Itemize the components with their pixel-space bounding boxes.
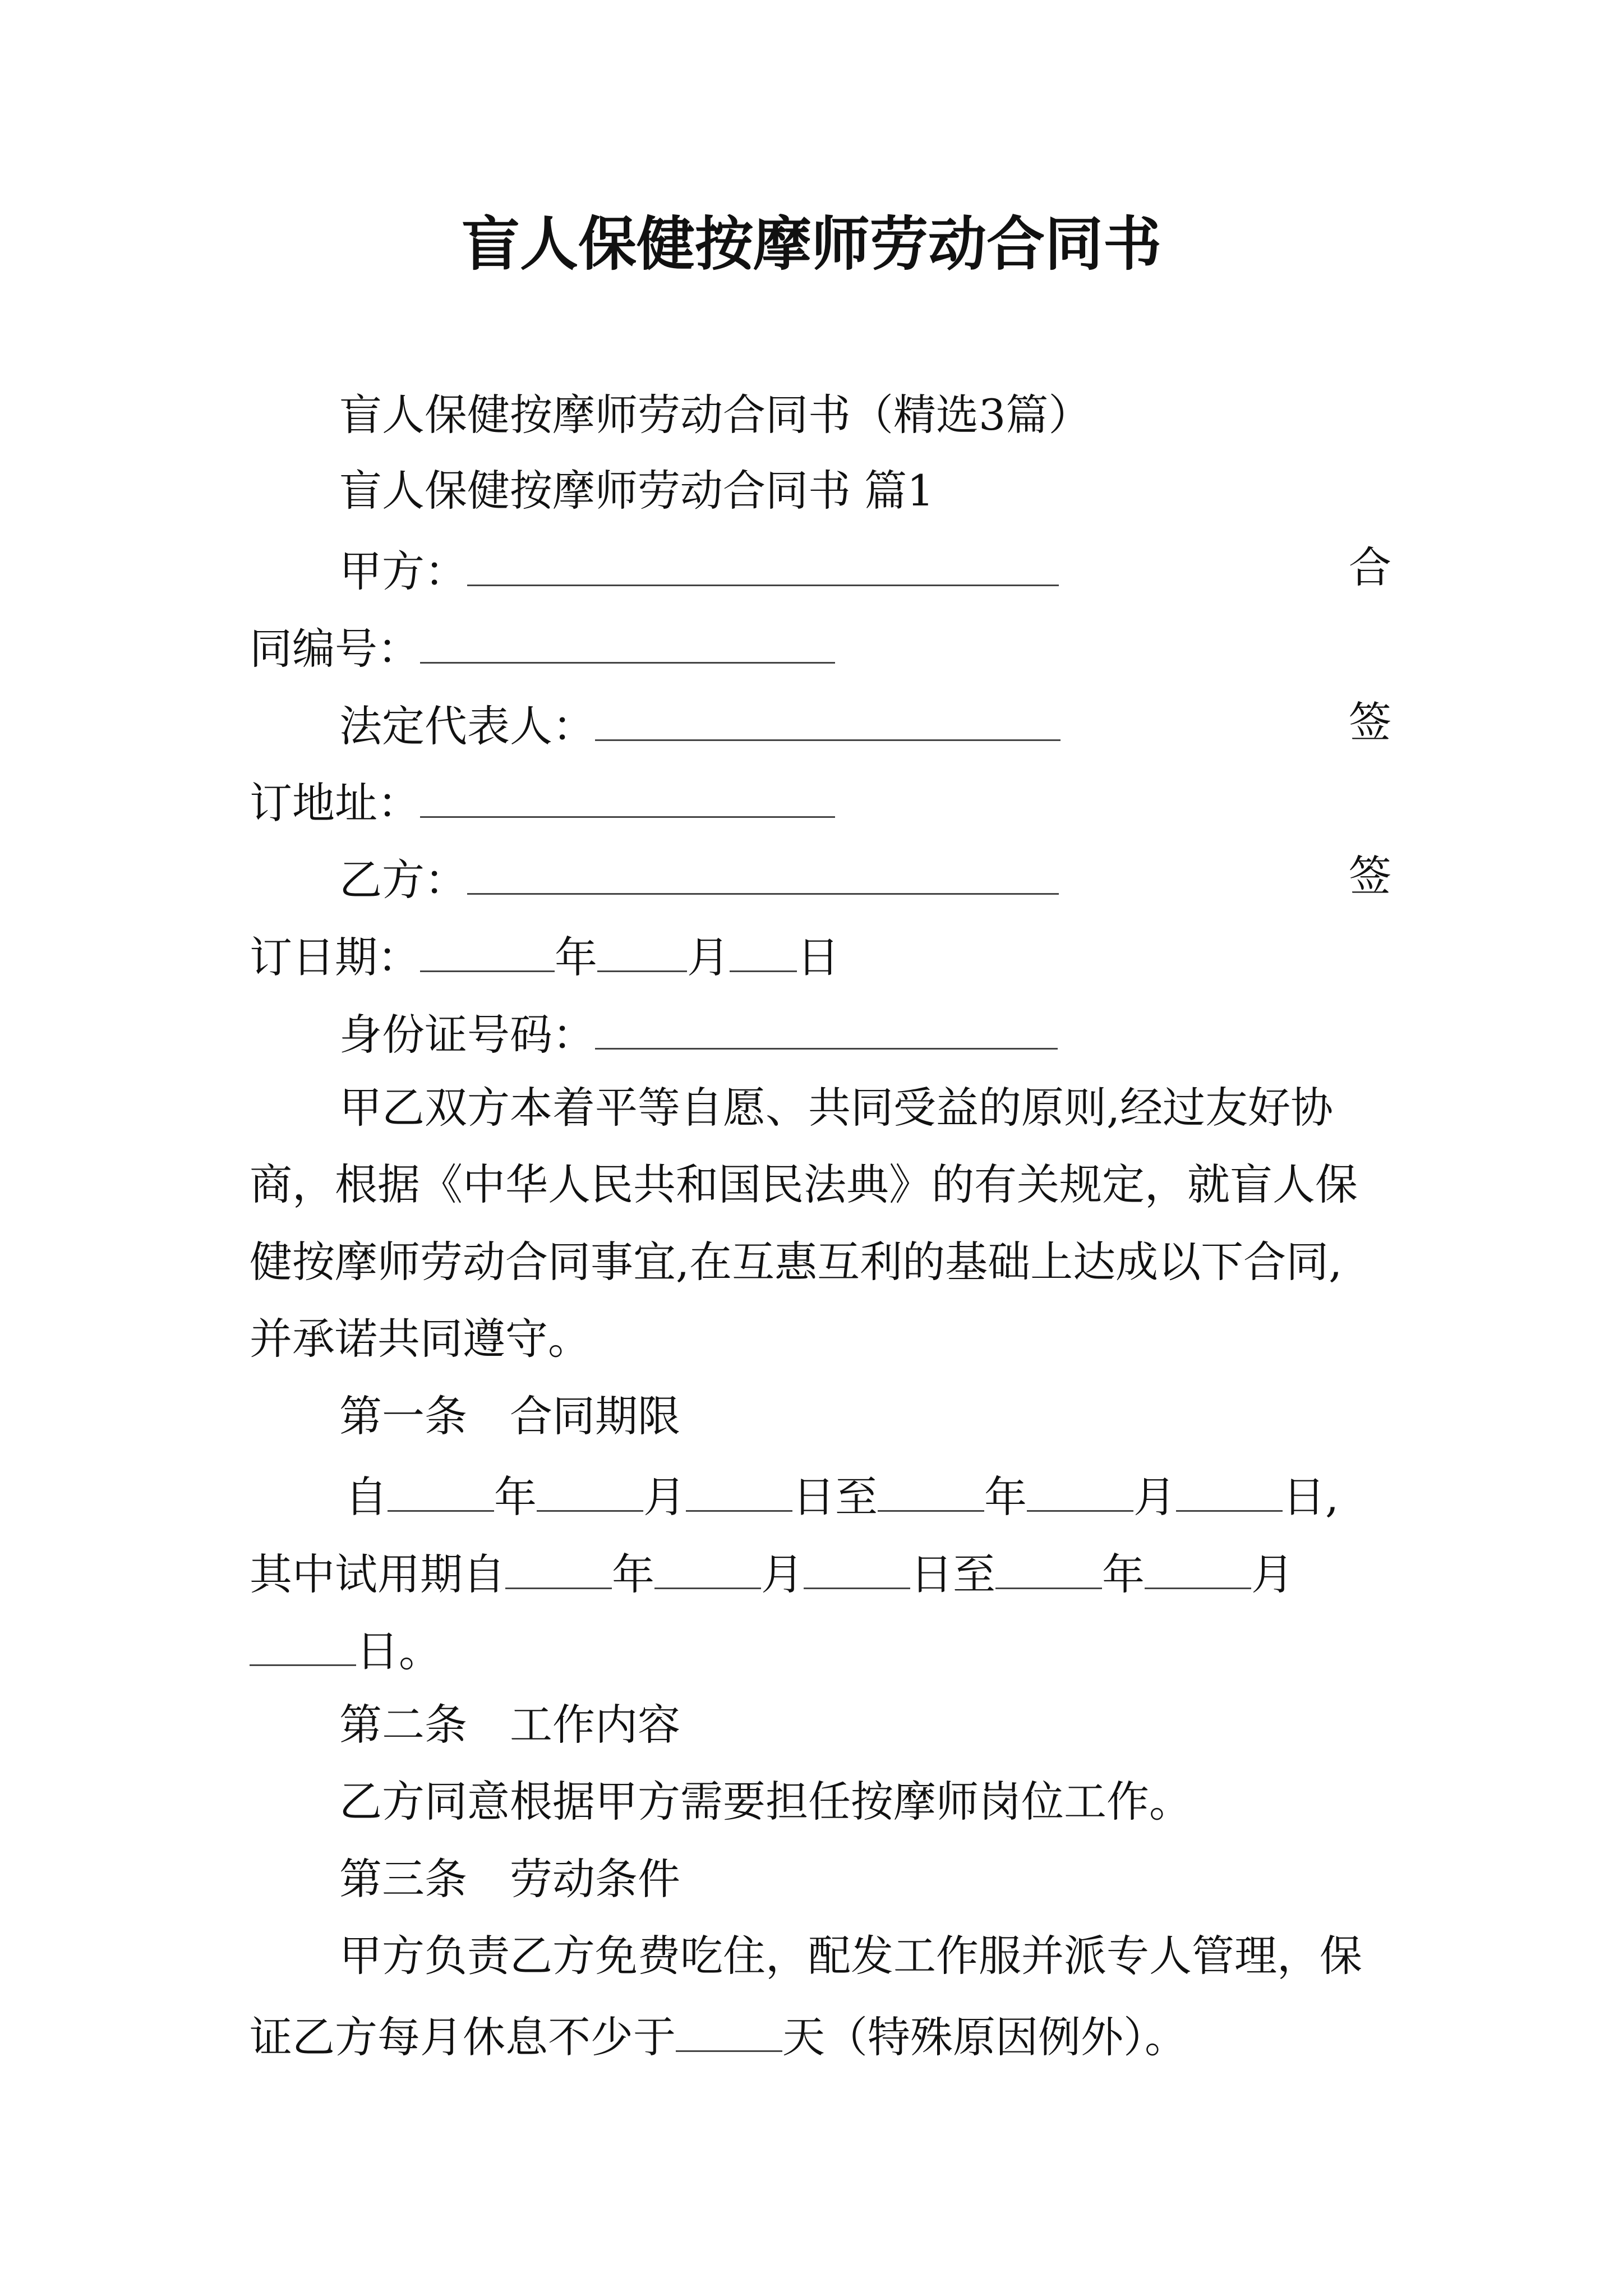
day-end-label: 日。: [356, 1626, 441, 1676]
preamble-line: 健按摩师劳动合同事宜,在互惠互利的基础上达成以下合同,: [250, 1237, 1343, 1287]
sign-date-day-label: 日: [797, 932, 840, 982]
contract-no-label-part1: 合: [1349, 542, 1391, 592]
party-a-line: [339, 540, 1059, 596]
legal-rep-label: 法定代表人：: [339, 701, 595, 751]
trial-end-month-blank[interactable]: [1145, 1543, 1251, 1589]
contract-no-line: [250, 617, 835, 673]
id-number-blank[interactable]: [595, 1003, 1058, 1050]
year-label: 年: [494, 1472, 537, 1522]
month-label: 月: [643, 1472, 686, 1522]
article3-line: 甲方负责乙方免费吃住，配发工作服并派专人管理，保: [339, 1931, 1362, 1981]
rest-days-label: 证乙方每月休息不少于: [250, 2012, 676, 2062]
sign-date-month-label: 月: [687, 932, 730, 982]
preamble-line: 甲乙双方本着平等自愿、共同受益的原则,经过友好协: [339, 1083, 1334, 1133]
preamble-line: 商，根据《中华人民共和国民法典》的有关规定，就盲人保: [250, 1159, 1358, 1209]
article3-heading: 第三条 劳动条件: [339, 1854, 680, 1904]
end-year-blank[interactable]: [878, 1465, 984, 1512]
sign-date-label-part1: 签: [1349, 851, 1391, 901]
sign-place-line: [250, 771, 835, 827]
from-label: 自: [345, 1472, 388, 1522]
preamble-line: 并承诺共同遵守。: [250, 1314, 591, 1364]
sign-place-blank[interactable]: [420, 771, 835, 818]
trial-from-label: 其中试用期自: [250, 1549, 505, 1599]
id-number-line: [339, 1003, 1058, 1059]
trial-end-day-blank[interactable]: [250, 1619, 356, 1666]
subtitle: 盲人保健按摩师劳动合同书（精选3篇）: [339, 390, 1091, 440]
contract-no-label-part2: 同编号：: [250, 624, 420, 674]
document-title: 盲人保健按摩师劳动合同书: [461, 210, 1161, 278]
id-number-label: 身份证号码：: [339, 1010, 595, 1060]
month-label: 月: [1251, 1549, 1294, 1599]
article2-text: 乙方同意根据甲方需要担任按摩师岗位工作。: [339, 1777, 1192, 1826]
day-to-label: 日至: [910, 1549, 995, 1599]
trial-start-month-blank[interactable]: [654, 1543, 761, 1589]
start-year-blank[interactable]: [388, 1465, 494, 1512]
article1-trial-line: [250, 1543, 1294, 1599]
party-b-label: 乙方：: [339, 855, 467, 905]
article2-heading: 第二条 工作内容: [339, 1700, 680, 1750]
sign-place-label-part2: 订地址：: [250, 778, 420, 828]
start-month-blank[interactable]: [537, 1465, 643, 1512]
month-label: 月: [1133, 1472, 1176, 1522]
year-label: 年: [984, 1472, 1027, 1522]
trial-start-year-blank[interactable]: [505, 1543, 612, 1589]
legal-rep-blank[interactable]: [595, 694, 1061, 741]
sign-date-line: [250, 926, 840, 982]
day-comma-label: 日,: [1283, 1472, 1339, 1522]
day-to-label: 日至: [792, 1472, 878, 1522]
rest-days-blank[interactable]: [676, 2005, 782, 2052]
chapter-heading: 盲人保健按摩师劳动合同书 篇1: [339, 466, 934, 516]
start-day-blank[interactable]: [686, 1465, 792, 1512]
trial-end-year-blank[interactable]: [995, 1543, 1102, 1589]
sign-date-day-blank[interactable]: [730, 926, 797, 972]
contract-no-blank[interactable]: [420, 617, 835, 664]
article1-trial-end-line: [250, 1619, 441, 1676]
sign-date-month-blank[interactable]: [597, 926, 687, 972]
sign-date-label-part2: 订日期：: [250, 932, 420, 982]
party-a-label: 甲方：: [339, 546, 467, 596]
rest-days-suffix: 天（特殊原因例外）。: [782, 2012, 1187, 2062]
article1-heading: 第一条 合同期限: [339, 1391, 680, 1441]
sign-date-year-blank[interactable]: [420, 926, 555, 972]
legal-rep-line: [339, 694, 1061, 751]
party-a-blank[interactable]: [467, 540, 1059, 586]
article3-rest-line: [250, 2005, 1187, 2062]
party-b-blank[interactable]: [467, 848, 1059, 895]
year-label: 年: [1102, 1549, 1145, 1599]
trial-start-day-blank[interactable]: [804, 1543, 910, 1589]
sign-date-year-label: 年: [555, 932, 597, 982]
end-month-blank[interactable]: [1027, 1465, 1133, 1512]
year-label: 年: [612, 1549, 654, 1599]
sign-place-label-part1: 签: [1349, 697, 1391, 747]
party-b-line: [339, 848, 1059, 904]
month-label: 月: [761, 1549, 804, 1599]
article1-period-line: [345, 1465, 1339, 1521]
end-day-blank[interactable]: [1176, 1465, 1283, 1512]
